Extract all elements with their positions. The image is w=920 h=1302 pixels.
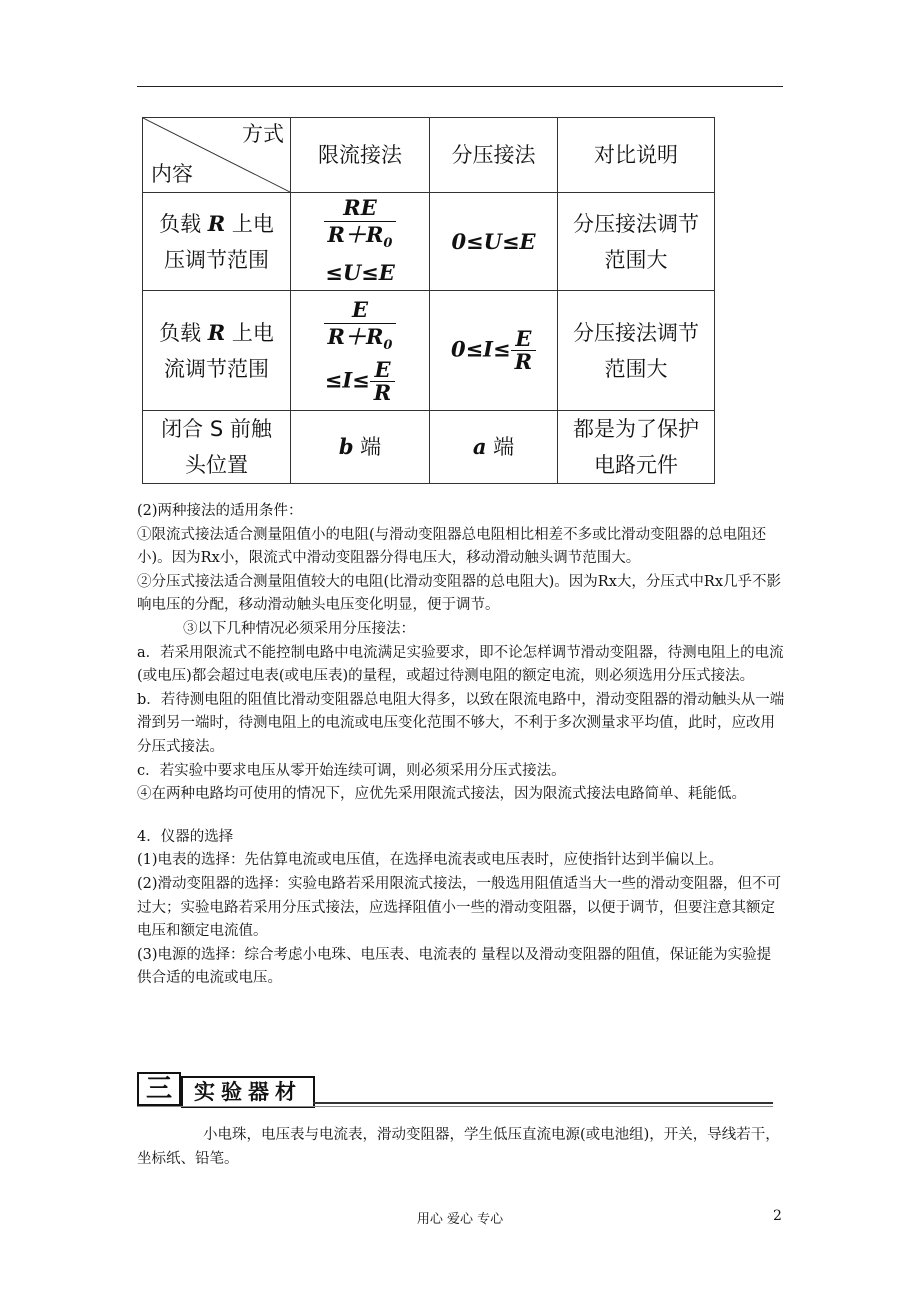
paragraph: ①限流式接法适合测量阻值小的电阻(与滑动变阻器总电阻相比相差不多或比滑动变阻器的总电阻还小)。因为Rx小，限流式中滑动变阻器分得电压大，移动滑动触头调节范围大。 [137, 526, 767, 567]
fraction: $\frac{RE}{R+R_0}$ [324, 195, 397, 257]
paragraph: c．若实验中要求电压从零开始连续可调，则必须采用分压式接法。 [137, 762, 566, 779]
diag-top-label: 方式 [242, 122, 284, 146]
header-col2: 分压接法 [430, 118, 558, 193]
divider-voltage-range: 0≤U≤E [430, 193, 558, 291]
page-number: 2 [773, 1208, 782, 1224]
header-rule [137, 86, 783, 87]
section-rule [313, 1102, 773, 1104]
table-header-row [143, 118, 715, 193]
limiting-current-range: $\frac{E}{R+R_0}$ ≤I≤ $\frac{E}{R}$ [291, 291, 430, 411]
row-label: 负载 R 上电 流调节范围 [143, 291, 291, 411]
diag-bottom-label: 内容 [151, 162, 193, 186]
fraction: $\frac{E}{R}$ [370, 359, 395, 404]
table-row [143, 291, 715, 411]
diagonal-header-cell [143, 118, 291, 193]
section-number: 三 [137, 1072, 181, 1106]
fraction: $\frac{E}{R+R_0}$ [324, 297, 397, 359]
paragraph: 4．仪器的选择 [137, 828, 234, 845]
paragraph: (3)电源的选择：综合考虑小电珠、电压表、电流表的 量程以及滑动变阻器的阻值，保证能为实验提供合适的电流或电压。 [137, 946, 772, 987]
comparison-note: 分压接法调节 范围大 [558, 193, 715, 291]
conditions-text [137, 500, 785, 991]
footer-slogan: 用心 爱心 专心 [416, 1212, 504, 1227]
fraction: $\frac{E}{R}$ [511, 328, 536, 373]
divider-current-range: 0≤I≤ $\frac{E}{R}$ [430, 291, 558, 411]
paragraph: 小电珠，电压表与电流表，滑动变阻器，学生低压直流电源(或电池组)，开关，导线若干，坐标纸、铅笔。 [137, 1127, 780, 1167]
header-col1: 限流接法 [291, 118, 430, 193]
paragraph: ④在两种电路均可使用的情况下，应优先采用限流式接法，因为限流式接法电路简单、耗能低。 [137, 786, 746, 803]
paragraph: (1)电表的选择：先估算电流或电压值，在选择电流表或电压表时，应使指针达到半偏以上。 [137, 852, 724, 869]
limiting-slider-position: b 端 [291, 411, 430, 484]
paragraph: a．若采用限流式不能控制电路中电流满足实验要求，即不论怎样调节滑动变阻器，待测电阻上的电流(或电压)都会超过电表(或电压表)的量程，或超过待测电阻的额定电流，则必须选用分压式接法。 [137, 644, 784, 685]
header-col3: 对比说明 [558, 118, 715, 193]
paragraph: ③以下几种情况必须采用分压接法： [183, 620, 415, 637]
table-row [143, 411, 715, 484]
paragraph: ②分压式接法适合测量阻值较大的电阻(比滑动变阻器的总电阻大)。因为Rx大，分压式中Rx几乎不影响电压的分配，移动滑动触头电压变化明显，便于调节。 [137, 573, 782, 614]
paragraph: (2)滑动变阻器的选择：实验电路若采用限流式接法，一般选用阻值适当大一些的滑动变阻器，但不可过大；实验电路若采用分压式接法，应选择阻值小一些的滑动变阻器，以便于调节，但要注意其额定电压和额定电流值。 [137, 875, 782, 940]
comparison-note: 分压接法调节 范围大 [558, 291, 715, 411]
comparison-table [142, 117, 715, 484]
section-rule-thin [137, 1106, 773, 1107]
row-label: 负载 R 上电 压调节范围 [143, 193, 291, 291]
table-row [143, 193, 715, 291]
row-label: 闭合 S 前触 头位置 [143, 411, 291, 484]
section-title: 实验器材 [181, 1076, 315, 1108]
paragraph: (2)两种接法的适用条件： [137, 503, 303, 519]
paragraph: b．若待测电阻的阻值比滑动变阻器总电阻大得多，以致在限流电路中，滑动变阻器的滑动触头从一端滑到另一端时，待测电阻上的电流或电压变化范围不够大，不利于多次测量求平均值，此时，应改用分压式接法。 [137, 691, 785, 755]
comparison-note: 都是为了保护 电路元件 [558, 411, 715, 484]
divider-slider-position: a 端 [430, 411, 558, 484]
materials-text [137, 1124, 785, 1171]
limiting-voltage-range: $\frac{RE}{R+R_0}$ ≤U≤E [291, 193, 430, 291]
section-heading [137, 1070, 773, 1106]
